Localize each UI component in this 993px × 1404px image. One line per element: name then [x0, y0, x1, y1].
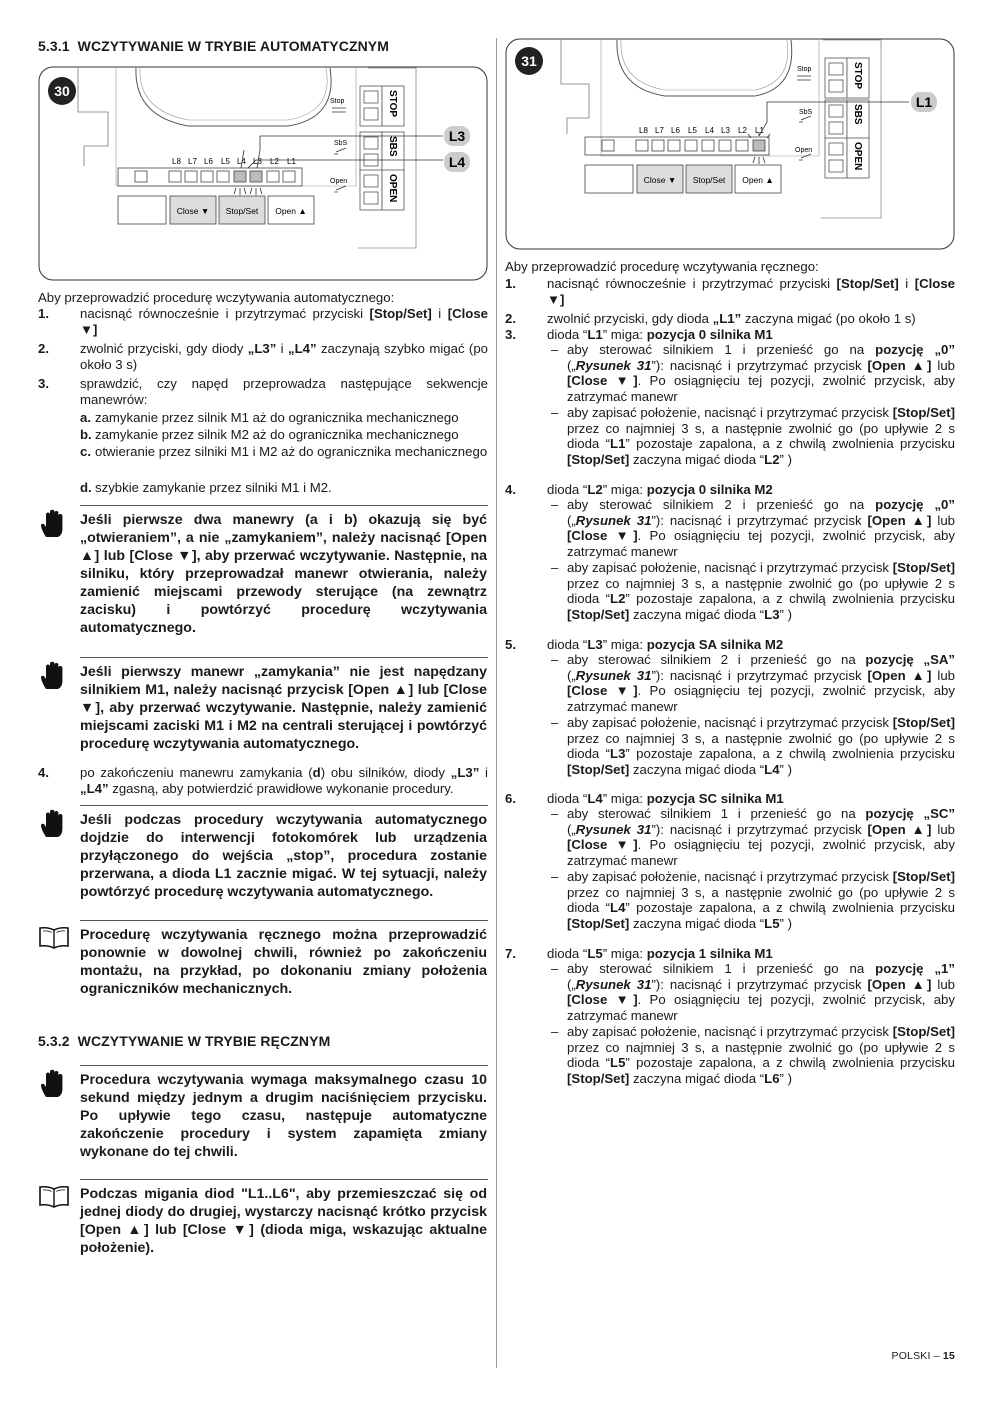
section-heading-manual — [38, 1033, 330, 1049]
book-icon — [38, 1185, 70, 1209]
board-button-label: Close ▼ — [176, 206, 210, 216]
warning-note-5: Procedura wczytywania wymaga maksymalnego czasu 10 sekund między jednym a drugim naciśnięciem przycisku. Po upływie tego czasu, następuje automatyczne zakończenie procedury i system zapamięta zmiany wykonane do tej chwili. — [38, 1065, 488, 1165]
board-button-label: Stop/Set — [692, 175, 726, 185]
warning-note-1: Jeśli pierwsze dwa manewry (a i b) okazują się być „otwieraniem”, a nie „zamykaniem”, należy nacisnąć [Open ▲] lub [Close ▼], aby przerwać wczytywanie. Następnie, na silniku, który przeprowadzał manewr otwierania, należy zamienić miejscami przewody sterujące (na zewnątrz zacisku) i powtórzyć procedurę wczytywania automatycznego. — [38, 505, 488, 645]
save-instruction: – aby zapisać położenie, nacisnąć i przytrzymać przycisk [Stop/Set] przez co najmniej 3 s, a następnie zwolnić go (po upływie 2 s dioda “L4” pozostaje zapalona, a z chwilą zwolnienia przycisku [Stop/Set] zaczyna migać dioda “L5” ) — [551, 869, 955, 931]
manual-step-7: 7. dioda “L5” miga: pozycja 1 silnika M1 — [505, 946, 773, 961]
step-number: 2. — [38, 341, 49, 356]
save-instruction: – aby zapisać położenie, nacisnąć i przytrzymać przycisk [Stop/Set] przez co najmniej 3 s, a następnie zwolnić go (po upływie 2 s dioda “L1” pozostaje zapalona, a z chwilą zwolnienia przycisku [Stop/Set] zaczyna migać dioda “L2” ) — [551, 405, 955, 467]
position-label: pozycja SC silnika M1 — [646, 791, 784, 806]
position-label: pozycja 0 silnika M1 — [646, 327, 773, 342]
position-label: pozycja 0 silnika M2 — [646, 482, 773, 497]
step-number: 5. — [505, 637, 516, 652]
auto-sub-a: a. zamykanie przez silnik M1 aż do ogranicznika mechanicznego — [80, 410, 459, 425]
terminal-label: OPEN — [852, 142, 863, 171]
section-title: WCZYTYWANIE W TRYBIE RĘCZNYM — [77, 1033, 331, 1049]
led-label: L3 — [253, 157, 262, 166]
figure-reference: Rysunek 31 — [575, 357, 652, 373]
column-divider — [496, 38, 497, 1368]
figure-reference: Rysunek 31 — [575, 976, 652, 992]
save-instruction: – aby zapisać położenie, nacisnąć i przytrzymać przycisk [Stop/Set] przez co najmniej 3 s, a następnie zwolnić go (po upływie 2 s dioda “L3” pozostaje zapalona, a z chwilą zwolnienia przycisku [Stop/Set] zaczyna migać dioda “L4” ) — [551, 715, 955, 777]
position-label: pozycja SA silnika M2 — [646, 637, 784, 652]
auto-step-3: 3. sprawdzić, czy napęd przeprowadza następujące sekwencje manewrów: — [38, 376, 488, 407]
move-instruction: – aby sterować silnikiem 1 i przenieść go na pozycję „SC” („Rysunek 31”): nacisnąć i przytrzymać przycisk [Open ▲] lub [Close ▼]. Po osiągnięciu tej pozycji, zwolnić przycisk, aby zatrzymać manewr — [551, 806, 955, 868]
figure-badge-label: 31 — [521, 53, 537, 69]
warning-note-2: Jeśli pierwszy manewr „zamykania” nie jest napędzany silnikiem M1, należy nacisnąć przycisk [Open ▲] lub [Close ▼], aby przerwać wczytywanie. Następnie, należy zamienić miejscami zaciski M1 i M2 na centrali sterującej i powtórzyć procedurę wczytywania automatycznego. — [38, 657, 488, 757]
terminal-label: STOP — [852, 62, 863, 90]
auto-sub-c: c. otwieranie przez silniki M1 i M2 aż do ogranicznika mechanicznego — [80, 444, 488, 459]
intro-manual: Aby przeprowadzić procedurę wczytywania ręcznego: — [505, 259, 819, 274]
step-number: 1. — [505, 276, 516, 291]
position-label: pozycja 1 silnika M1 — [646, 946, 773, 961]
figure-reference: Rysunek 31 — [575, 821, 652, 837]
step-number: 1. — [38, 306, 49, 321]
step-number: 6. — [505, 791, 516, 806]
section-number: 5.3.1 — [38, 38, 70, 54]
manual-step-5: 5. dioda “L3” miga: pozycja SA silnika M2 — [505, 637, 784, 652]
terminal-label: SBS — [852, 104, 863, 125]
led-label: L7 — [655, 126, 664, 135]
led-label: L8 — [172, 157, 181, 166]
led-label: L1 — [755, 126, 764, 135]
section-title: WCZYTYWANIE W TRYBIE AUTOMATYCZNYM — [77, 38, 390, 54]
book-icon — [38, 926, 70, 950]
auto-sub-d: d. szybkie zamykanie przez silniki M1 i M2. — [80, 480, 332, 495]
move-instruction: – aby sterować silnikiem 2 i przenieść go na pozycję „0” („Rysunek 31”): nacisnąć i przytrzymać przycisk [Open ▲] lub [Close ▼]. Po osiągnięciu tej pozycji, zwolnić przycisk, aby zatrzymać manewr — [551, 497, 955, 559]
figure-reference: Rysunek 31 — [575, 512, 652, 528]
led-label: L8 — [639, 126, 648, 135]
auto-step-4: 4. po zakończeniu manewru zamykania (d) obu silników, diody „L3” i „L4” zgasną, aby potwierdzić prawidłowe wykonanie procedury. — [38, 765, 488, 796]
page-footer — [891, 1350, 955, 1362]
hand-stop-icon — [38, 509, 68, 539]
led-label: L5 — [688, 126, 697, 135]
auto-step-1: 1. nacisnąć równocześnie i przytrzymać przyciski [Stop/Set] i [Close ▼] — [38, 306, 488, 337]
led-label: L6 — [671, 126, 680, 135]
led-label: L4 — [237, 157, 246, 166]
led-label: L7 — [188, 157, 197, 166]
step-number: 2. — [505, 311, 516, 326]
led-label: L6 — [204, 157, 213, 166]
section-heading-auto — [38, 38, 389, 54]
step-number: 3. — [38, 376, 49, 391]
figure-reference: Rysunek 31 — [575, 667, 652, 683]
callout-label: L3 — [448, 128, 466, 144]
terminal-label: STOP — [387, 90, 398, 118]
info-note-4: Procedurę wczytywania ręcznego można przeprowadzić ponownie w dowolnej chwili, również po zakończeniu montażu, na przykład, po dokonaniu zmiany położenia ograniczników mechanicznych. — [38, 920, 488, 1004]
callout-label: L4 — [448, 154, 466, 170]
board-button-label: Stop/Set — [225, 206, 259, 216]
led-label: L2 — [738, 126, 747, 135]
side-label: Stop — [330, 98, 345, 105]
hand-stop-icon — [38, 1069, 68, 1099]
step-number: 4. — [505, 482, 516, 497]
led-label: L1 — [287, 157, 296, 166]
terminal-label: SBS — [387, 136, 398, 157]
led-label: L4 — [705, 126, 714, 135]
board-button-label: Open ▲ — [275, 206, 307, 216]
save-instruction: – aby zapisać położenie, nacisnąć i przytrzymać przycisk [Stop/Set] przez co najmniej 3 s, a następnie zwolnić go (po upływie 2 s dioda “L5” pozostaje zapalona, a z chwilą zwolnienia przycisku [Stop/Set] zaczyna migać dioda “L6” ) — [551, 1024, 955, 1086]
footer-language: POLSKI – — [891, 1350, 943, 1362]
side-label: Open — [330, 178, 348, 185]
auto-sub-b: b. zamykanie przez silnik M2 aż do ogranicznika mechanicznego — [80, 427, 459, 442]
terminal-label: OPEN — [387, 174, 398, 203]
manual-step-6: 6. dioda “L4” miga: pozycja SC silnika M1 — [505, 791, 784, 806]
figure-30 — [38, 66, 488, 282]
led-label: L5 — [221, 157, 230, 166]
intro-auto: Aby przeprowadzić procedurę wczytywania automatycznego: — [38, 290, 395, 305]
hand-stop-icon — [38, 809, 68, 839]
auto-step-2: 2. zwolnić przyciski, gdy diody „L3” i „L4” zaczynają szybko migać (po około 3 s) — [38, 341, 488, 372]
step-number: 4. — [38, 765, 49, 780]
side-label: Stop — [797, 66, 812, 73]
manual-step-4: 4. dioda “L2” miga: pozycja 0 silnika M2 — [505, 482, 773, 497]
move-instruction: – aby sterować silnikiem 1 i przenieść go na pozycję „1” („Rysunek 31”): nacisnąć i przytrzymać przycisk [Open ▲] lub [Close ▼]. Po osiągnięciu tej pozycji, zwolnić przycisk, aby zatrzymać manewr — [551, 961, 955, 1023]
led-label: L3 — [721, 126, 730, 135]
manual-step-3: 3. dioda “L1” miga: pozycja 0 silnika M1 — [505, 327, 773, 342]
side-label: SbS — [799, 109, 813, 116]
save-instruction: – aby zapisać położenie, nacisnąć i przytrzymać przycisk [Stop/Set] przez co najmniej 3 s, a następnie zwolnić go (po upływie 2 s dioda “L2” pozostaje zapalona, a z chwilą zwolnienia przycisku [Stop/Set] zaczyna migać dioda “L3” ) — [551, 560, 955, 622]
move-instruction: – aby sterować silnikiem 2 i przenieść go na pozycję „SA” („Rysunek 31”): nacisnąć i przytrzymać przycisk [Open ▲] lub [Close ▼]. Po osiągnięciu tej pozycji, zwolnić przycisk, aby zatrzymać manewr — [551, 652, 955, 714]
info-note-6: Podczas migania diod "L1..L6", aby przemieszczać się od jednej diody do drugiej, wystarczy nacisnąć krótko przycisk [Open ▲] lub [Close ▼] (dioda miga, wskazując aktualne położenie). — [38, 1179, 488, 1263]
manual-step-1: 1. nacisnąć równocześnie i przytrzymać przyciski [Stop/Set] i [Close ▼] — [505, 276, 955, 307]
move-instruction: – aby sterować silnikiem 1 i przenieść go na pozycję „0” („Rysunek 31”): nacisnąć i przytrzymać przycisk [Open ▲] lub [Close ▼]. Po osiągnięciu tej pozycji, zwolnić przycisk, aby zatrzymać manewr — [551, 342, 955, 404]
side-label: Open — [795, 147, 813, 154]
side-label: SbS — [334, 140, 348, 147]
manual-step-2: 2. zwolnić przyciski, gdy dioda „L1” zaczyna migać (po około 1 s) — [505, 311, 916, 326]
hand-stop-icon — [38, 661, 68, 691]
figure-badge-label: 30 — [54, 83, 70, 99]
step-number: 7. — [505, 946, 516, 961]
board-button-label: Open ▲ — [742, 175, 774, 185]
callout-label: L1 — [915, 94, 933, 110]
page-number: 15 — [942, 1350, 955, 1362]
step-number: 3. — [505, 327, 516, 342]
section-number: 5.3.2 — [38, 1033, 70, 1049]
led-label: L2 — [270, 157, 279, 166]
figure-31 — [505, 38, 955, 252]
board-button-label: Close ▼ — [643, 175, 677, 185]
warning-note-3: Jeśli podczas procedury wczytywania automatycznego dojdzie do interwencji fotokomórek lub urządzenia przyłączonego do wejścia „stop”, procedura zostanie przerwana, a dioda L1 zacznie migać. W tej sytuacji, należy powtórzyć procedurę wczytywania automatycznego. — [38, 805, 488, 905]
